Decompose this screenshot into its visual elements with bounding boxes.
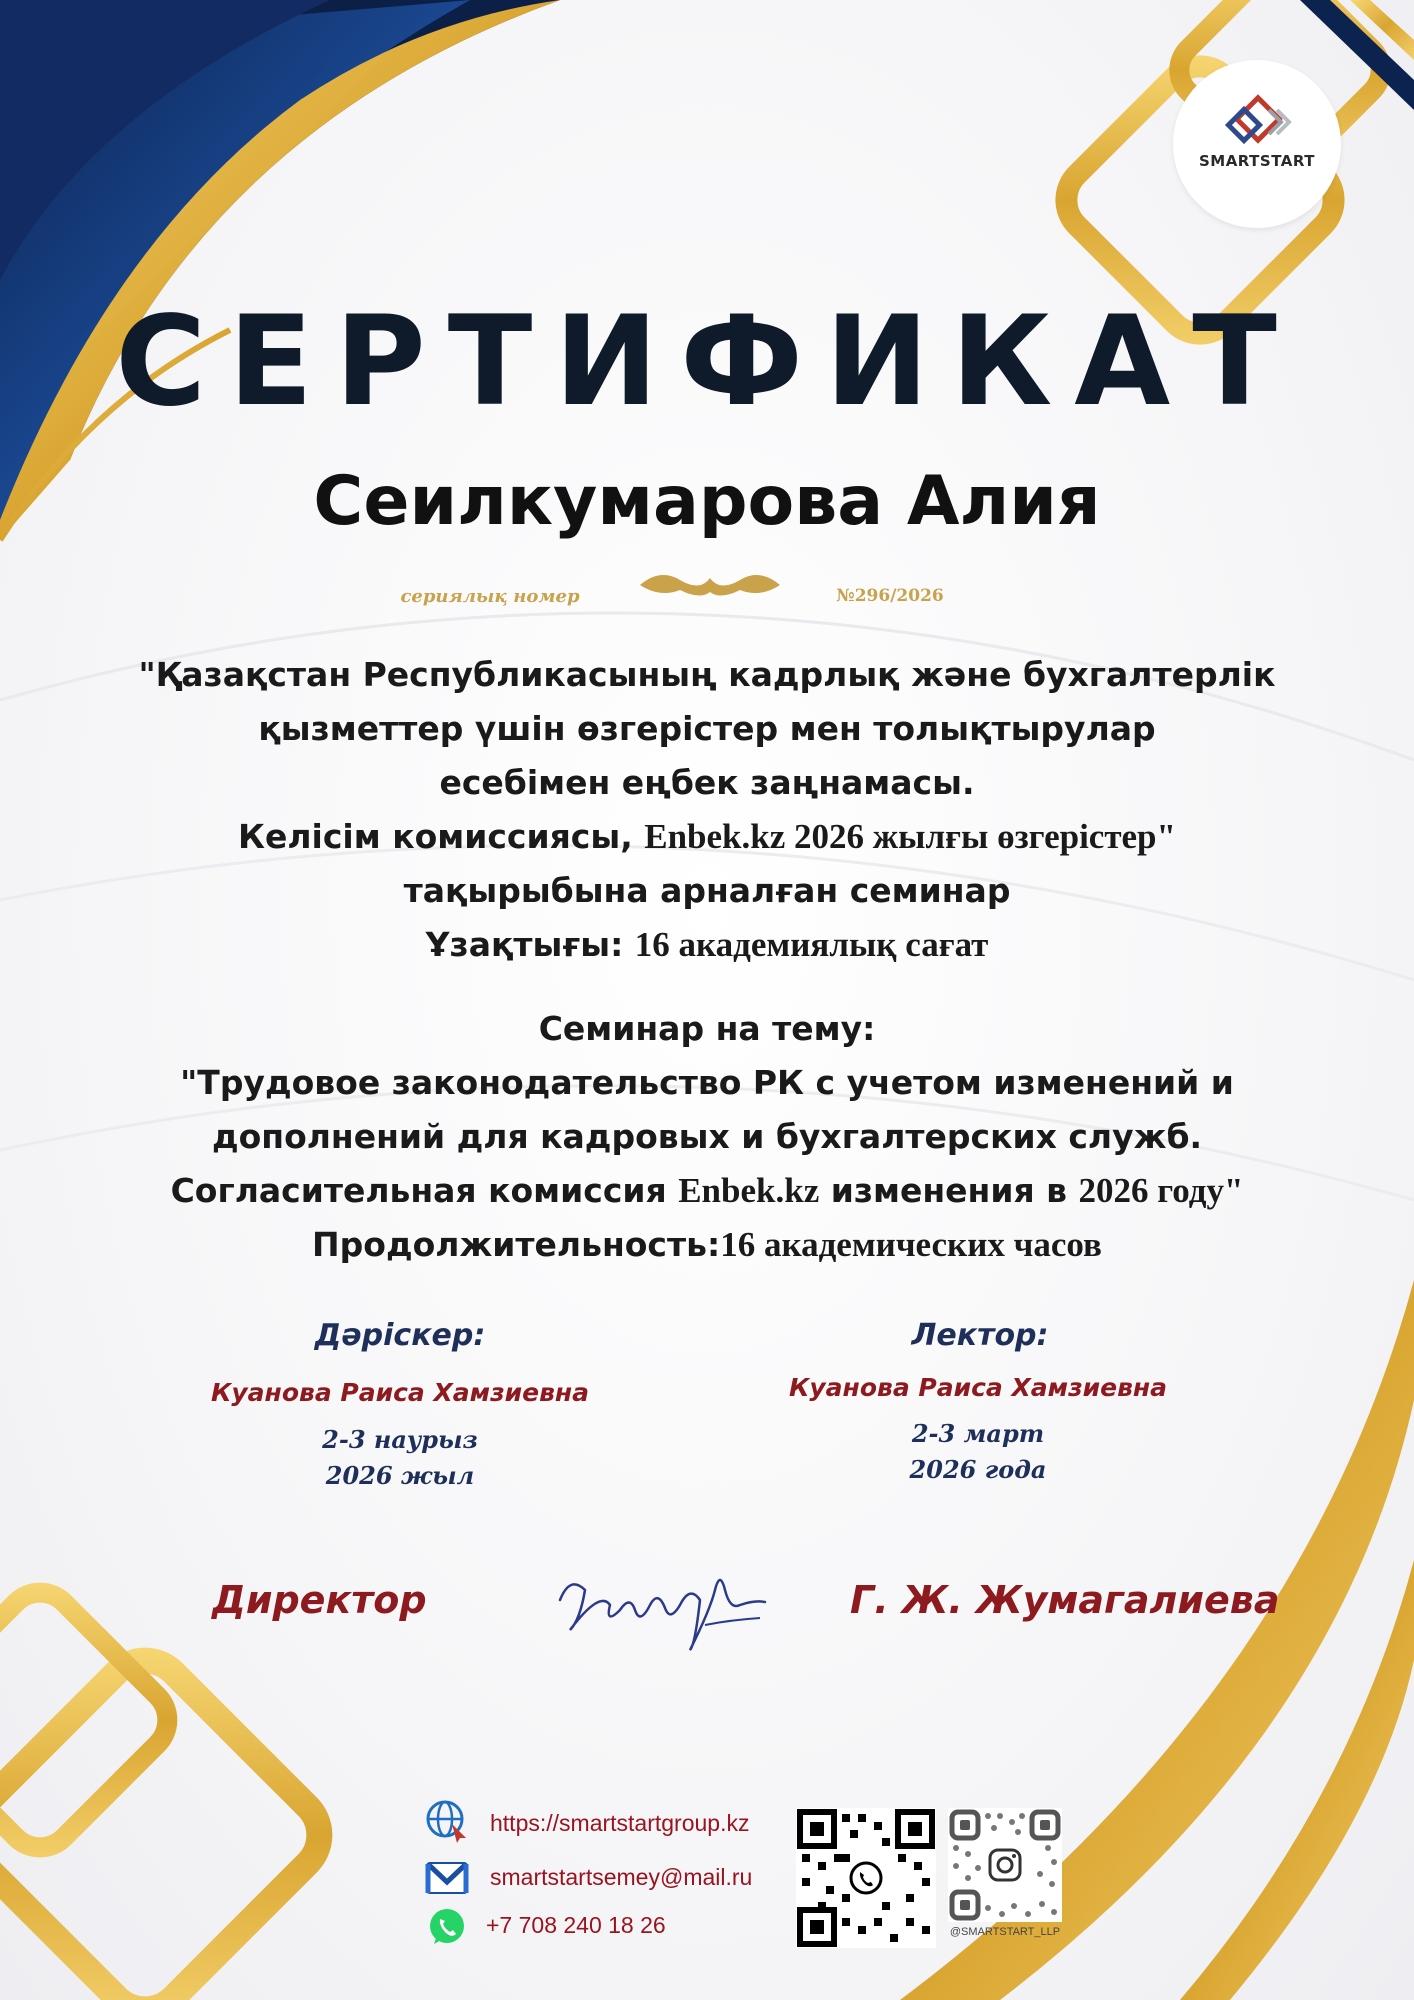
russian-line-4-d: 2026 году": [1078, 1171, 1244, 1210]
director-signature: [540, 1550, 780, 1660]
russian-line-3: дополнений для кадровых и бухгалтерских служб.: [211, 1117, 1203, 1156]
kazakh-line-6-a: Ұзақтығы:: [425, 925, 635, 964]
certificate-title: СЕРТИФИКАТ: [115, 290, 1299, 434]
globe-icon: [424, 1798, 470, 1844]
lecturer-kz-label: Дәріскер:: [314, 1318, 486, 1353]
russian-line-4-a: Согласительная комиссия: [170, 1171, 679, 1210]
logo-brand-text: SMARTSTART: [1198, 152, 1316, 170]
whatsapp-icon: [426, 1906, 468, 1948]
lecturer-kz-date-1: 2-3 наурыз: [322, 1425, 478, 1454]
kazakh-line-4-b: Enbek.kz 2026 жылғы өзгерістер": [644, 817, 1176, 856]
russian-line-4-b: Enbek.kz: [678, 1171, 820, 1210]
website-link[interactable]: https://smartstartgroup.kz: [490, 1810, 750, 1836]
lecturer-ru-date-2: 2026 года: [909, 1455, 1047, 1484]
smartstart-logo-icon: [1173, 60, 1341, 228]
kazakh-line-5: тақырыбына арналған семинар: [403, 871, 1011, 910]
kazakh-line-2: қызметтер үшін өзгерістер мен толықтырулар: [258, 709, 1156, 748]
serial-label: сериялық номер: [400, 586, 580, 607]
lecturer-ru-date: [828, 1416, 1128, 1488]
lecturer-ru-label: Лектор:: [911, 1318, 1049, 1353]
russian-line-4-c: изменения в: [819, 1171, 1079, 1210]
phone-number[interactable]: +7 708 240 18 26: [486, 1912, 666, 1938]
russian-line-1: Семинар на тему:: [538, 1009, 876, 1048]
kazakh-line-4: [100, 810, 1314, 864]
russian-line-5-b: 16 академических часов: [720, 1225, 1102, 1264]
lecturer-kz-date: [250, 1422, 550, 1494]
russian-description: [100, 1002, 1314, 1272]
logo-badge: [1173, 60, 1341, 228]
kazakh-line-6-b: 16 академиялық сағат: [634, 925, 989, 964]
instagram-qr-code-icon: [948, 1808, 1062, 1922]
lecturer-kz-date-2: 2026 жыл: [325, 1461, 475, 1490]
russian-line-5-a: Продолжительность:: [312, 1225, 721, 1264]
director-title: Директор: [212, 1578, 427, 1622]
director-name: Г. Ж. Жумагалиева: [850, 1578, 1280, 1622]
whatsapp-qr-code-icon: [796, 1808, 936, 1948]
email-link[interactable]: smartstartsemey@mail.ru: [490, 1864, 753, 1890]
recipient-name: Сеилкумарова Алия: [313, 462, 1101, 541]
lecturer-kz-name: Куанова Раиса Хамзиевна: [210, 1378, 590, 1407]
instagram-handle: @SMARTSTART_LLP: [949, 1926, 1061, 1938]
kazakh-line-1: "Қазақстан Республикасының кадрлық және бухгалтерлік: [138, 655, 1276, 694]
mail-icon: [424, 1858, 470, 1898]
russian-line-2: "Трудовое законодательство РК с учетом изменений и: [180, 1063, 1234, 1102]
kazakh-line-4-a: Келісім комиссиясы,: [238, 817, 645, 856]
kazakh-line-6: [100, 918, 1314, 972]
lecturer-ru-name: Куанова Раиса Хамзиевна: [788, 1373, 1168, 1402]
kazakh-description: [100, 648, 1314, 972]
russian-line-5: [100, 1218, 1314, 1272]
lecturer-ru-date-1: 2-3 март: [911, 1419, 1045, 1448]
kazakh-line-3: есебімен еңбек заңнамасы.: [439, 763, 975, 802]
serial-number: №296/2026: [836, 586, 944, 606]
russian-line-4: [100, 1164, 1314, 1218]
